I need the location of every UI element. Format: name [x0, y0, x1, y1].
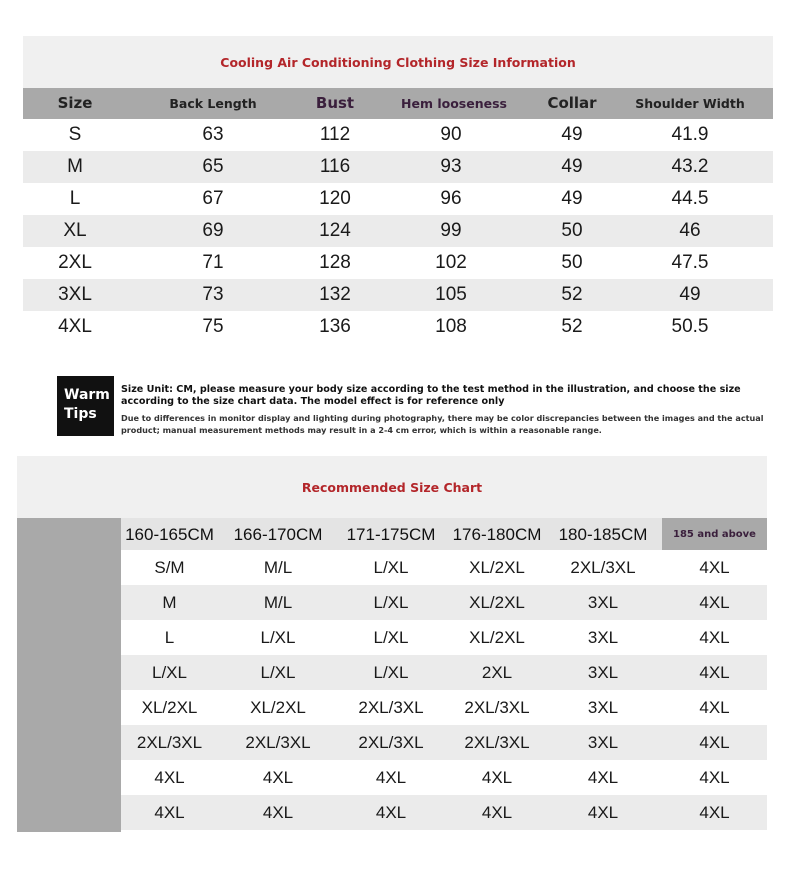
warm-tips: [57, 376, 772, 438]
header-size: Size: [57, 94, 93, 112]
size-row: [23, 215, 773, 247]
size-row: [23, 151, 773, 183]
header-bust: Bust: [315, 94, 355, 112]
table-cell: 47.5: [671, 252, 709, 273]
height-185-above-header: 185 and above: [673, 529, 756, 540]
table-cell: 4XL: [699, 733, 730, 752]
table-cell: 75: [202, 316, 224, 337]
table-cell: 50: [561, 252, 583, 273]
size-information-table: [23, 36, 773, 340]
table-cell: M: [67, 156, 83, 177]
table-cell: 4XL: [587, 803, 619, 822]
table-cell: 4XL: [58, 316, 92, 337]
table-cell: 4XL: [587, 768, 619, 787]
table-cell: 128: [319, 252, 351, 273]
warm-tips-badge: [57, 376, 114, 436]
table-cell: 102: [435, 252, 467, 273]
table-cell: L/XL: [373, 593, 409, 612]
table-cell: 108: [435, 316, 467, 337]
table-cell: L/XL: [373, 558, 409, 577]
height-171-175-header: 171-175CM: [346, 525, 436, 544]
table-cell: 4XL: [375, 768, 407, 787]
table-cell: 132: [319, 284, 351, 305]
table-cell: L: [164, 628, 175, 647]
table-cell: 4XL: [154, 803, 185, 822]
table-cell: 43.2: [671, 156, 709, 177]
table-cell: S/M: [154, 558, 185, 577]
table-cell: 50: [561, 220, 583, 241]
table-cell: 69: [202, 220, 224, 241]
table-cell: 2XL: [58, 252, 92, 273]
header-back-length: Back Length: [169, 96, 257, 111]
table-cell: 3XL: [58, 284, 92, 305]
table-cell: 90: [440, 124, 462, 145]
recommended-row: [121, 655, 767, 690]
table-cell: 120: [319, 188, 351, 209]
table-cell: 67: [202, 188, 224, 209]
recommended-title-band: [17, 456, 767, 518]
size-row: [23, 119, 773, 151]
table-cell: 52: [561, 316, 583, 337]
table-cell: XL/2XL: [250, 698, 306, 717]
recommended-body: [121, 550, 767, 830]
table-cell: 49: [561, 156, 583, 177]
table-cell: 2XL/3XL: [464, 733, 530, 752]
table-cell: 96: [440, 188, 462, 209]
table-cell: 4XL: [699, 803, 730, 822]
recommended-row: [121, 760, 767, 795]
table-cell: 2XL/3XL: [358, 733, 424, 752]
table-cell: XL: [63, 220, 87, 241]
table-cell: 3XL: [587, 628, 619, 647]
table-cell: 73: [202, 284, 224, 305]
table-cell: 4XL: [699, 628, 730, 647]
recommended-row: [121, 690, 767, 725]
table-cell: S: [68, 124, 82, 145]
table-cell: M/L: [263, 593, 293, 612]
table-cell: 2XL/3XL: [358, 698, 424, 717]
table-cell: 4XL: [699, 558, 730, 577]
table-cell: 4XL: [262, 803, 294, 822]
header-shoulder-width: Shoulder Width: [635, 96, 745, 111]
warm-tips-color-disclaimer: Due to differences in monitor display and lighting during photography, there may be color discrepancies between the images and the actual product; manual measurement methods may result in a 2-4 cm error, which is within a reasonable range.: [121, 413, 764, 435]
size-row: [23, 311, 773, 343]
table-cell: XL/2XL: [469, 593, 525, 612]
header-hem-looseness: Hem looseness: [401, 96, 507, 111]
table-cell: 4XL: [699, 698, 730, 717]
recommended-row: [121, 620, 767, 655]
size-information-header: [23, 88, 773, 119]
table-cell: 2XL/3XL: [136, 733, 203, 752]
recommended-size-chart: [17, 456, 767, 832]
table-cell: 3XL: [587, 733, 619, 752]
table-cell: 71: [202, 252, 224, 273]
table-cell: 65: [202, 156, 224, 177]
table-cell: 4XL: [375, 803, 407, 822]
table-cell: 49: [679, 284, 701, 305]
table-cell: 3XL: [587, 593, 619, 612]
table-cell: 4XL: [481, 768, 513, 787]
table-cell: 2XL/3XL: [570, 558, 636, 577]
warm-tips-badge-line1: Warm: [64, 387, 110, 403]
size-information-body: [23, 119, 773, 343]
table-cell: 46: [679, 220, 701, 241]
size-information-title: Cooling Air Conditioning Clothing Size Information: [220, 54, 576, 70]
size-row: [23, 183, 773, 215]
recommended-side-bar: [17, 518, 121, 832]
table-cell: 93: [440, 156, 462, 177]
table-cell: L/XL: [373, 663, 409, 682]
table-cell: 4XL: [699, 593, 730, 612]
table-cell: 44.5: [671, 188, 709, 209]
table-cell: 99: [440, 220, 462, 241]
size-information-title-band: [23, 36, 773, 88]
table-cell: 41.9: [671, 124, 709, 145]
size-row: [23, 247, 773, 279]
table-cell: L/XL: [260, 628, 296, 647]
table-cell: 50.5: [671, 316, 709, 337]
table-cell: XL/2XL: [469, 628, 525, 647]
table-cell: 4XL: [262, 768, 294, 787]
table-cell: 4XL: [699, 663, 730, 682]
table-cell: XL/2XL: [469, 558, 525, 577]
table-cell: 116: [319, 156, 351, 177]
table-cell: 2XL/3XL: [245, 733, 311, 752]
table-cell: 4XL: [154, 768, 185, 787]
height-176-180-header: 176-180CM: [452, 525, 542, 544]
table-cell: 136: [319, 316, 351, 337]
size-row: [23, 279, 773, 311]
table-cell: 4XL: [699, 768, 730, 787]
table-cell: 2XL: [481, 663, 513, 682]
height-160-165-header: 160-165CM: [125, 525, 214, 544]
height-180-185-header: 180-185CM: [558, 525, 648, 544]
table-cell: 2XL/3XL: [464, 698, 530, 717]
table-cell: L/XL: [260, 663, 296, 682]
recommended-row: [121, 795, 767, 830]
table-cell: L/XL: [373, 628, 409, 647]
table-cell: 4XL: [481, 803, 513, 822]
table-cell: 112: [319, 124, 351, 145]
header-collar: Collar: [547, 94, 597, 112]
recommended-title: Recommended Size Chart: [301, 479, 483, 495]
table-cell: 105: [435, 284, 467, 305]
recommended-row: [121, 550, 767, 585]
table-cell: 63: [202, 124, 224, 145]
recommended-row: [121, 585, 767, 620]
table-cell: 52: [561, 284, 583, 305]
table-cell: L: [69, 188, 81, 209]
table-cell: 3XL: [587, 663, 619, 682]
warm-tips-badge-line2: Tips: [64, 406, 97, 422]
table-cell: XL/2XL: [141, 698, 198, 717]
warm-tips-size-unit-note: Size Unit: CM, please measure your body size according to the test method in the illustration, and choose the size according to the size chart data. The model effect is for reference only: [121, 384, 741, 407]
table-cell: M: [162, 593, 177, 612]
recommended-header: [121, 518, 767, 550]
height-166-170-header: 166-170CM: [233, 525, 323, 544]
table-cell: 124: [319, 220, 351, 241]
table-cell: 49: [561, 188, 583, 209]
table-cell: L/XL: [152, 663, 187, 682]
table-cell: 49: [561, 124, 583, 145]
recommended-row: [121, 725, 767, 760]
table-cell: 3XL: [587, 698, 619, 717]
table-cell: M/L: [263, 558, 293, 577]
